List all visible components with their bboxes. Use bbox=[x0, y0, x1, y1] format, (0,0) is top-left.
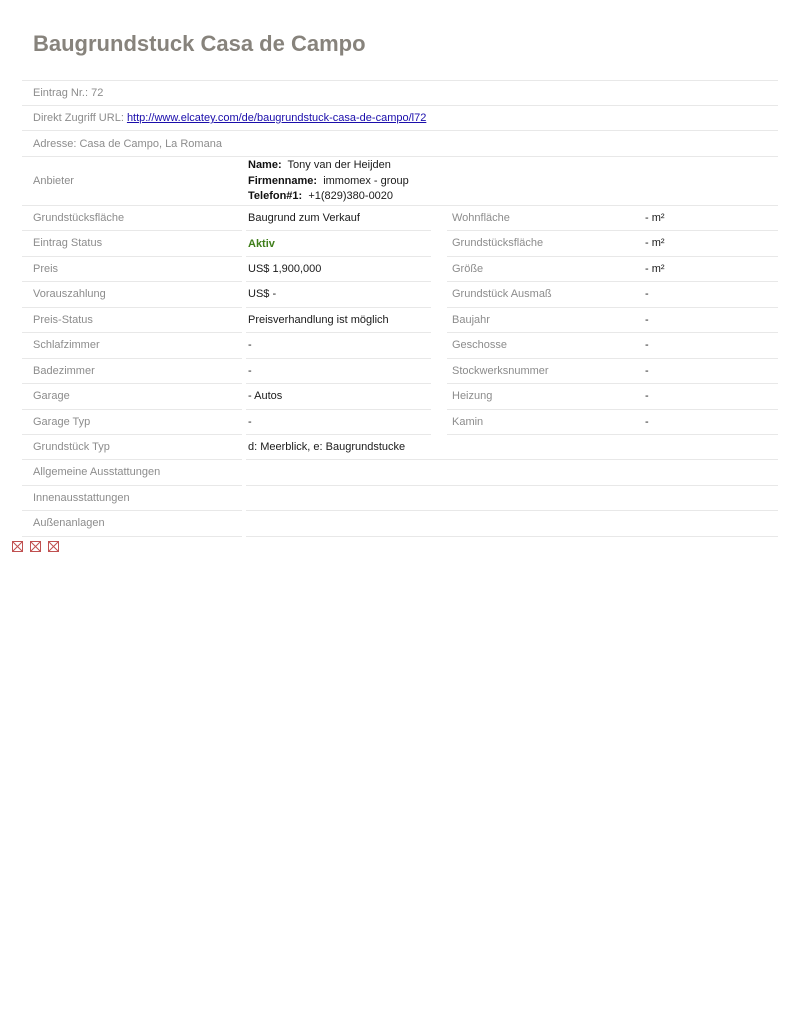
row-divider bbox=[22, 80, 778, 81]
detail-value: - m² bbox=[645, 237, 665, 249]
row-divider bbox=[22, 485, 242, 486]
entry-number: Eintrag Nr.: 72 bbox=[33, 87, 104, 99]
broken-image-icon[interactable] bbox=[12, 541, 23, 552]
row-divider bbox=[22, 383, 242, 384]
row-divider bbox=[22, 307, 242, 308]
detail-label: Geschosse bbox=[452, 339, 508, 351]
detail-value: - m² bbox=[645, 212, 665, 224]
detail-value: US$ 1,900,000 bbox=[248, 263, 322, 275]
row-divider bbox=[246, 459, 778, 460]
row-divider bbox=[447, 383, 778, 384]
provider-phone-line bbox=[248, 190, 393, 203]
detail-label: Kamin bbox=[452, 416, 484, 428]
provider-name-label: Name: bbox=[248, 159, 282, 171]
detail-label: Garage Typ bbox=[33, 416, 91, 428]
row-divider bbox=[22, 459, 242, 460]
provider-phone-value: +1(829)380-0020 bbox=[308, 190, 394, 202]
row-divider bbox=[246, 358, 431, 359]
broken-image-icon[interactable] bbox=[48, 541, 59, 552]
row-divider bbox=[22, 510, 242, 511]
row-divider bbox=[22, 256, 242, 257]
row-divider bbox=[246, 409, 431, 410]
row-divider bbox=[447, 307, 778, 308]
row-divider bbox=[246, 510, 778, 511]
provider-company-label: Firmenname: bbox=[248, 175, 318, 187]
extra-label: Allgemeine Ausstattungen bbox=[33, 466, 161, 478]
detail-label: Stockwerksnummer bbox=[452, 365, 549, 377]
extra-label: Innenausstattungen bbox=[33, 492, 130, 504]
row-divider bbox=[22, 536, 242, 537]
row-divider bbox=[246, 332, 431, 333]
row-divider bbox=[22, 205, 778, 206]
direct-url-link[interactable]: http://www.elcatey.com/de/baugrundstuck-casa-de-campo/l72 bbox=[126, 112, 427, 124]
provider-company-line bbox=[248, 175, 409, 188]
detail-value: - bbox=[645, 365, 649, 377]
status-badge: Aktiv bbox=[248, 238, 275, 250]
provider-phone-label: Telefon#1: bbox=[248, 190, 303, 202]
detail-label: Wohnfläche bbox=[452, 212, 510, 224]
address: Adresse: Casa de Campo, La Romana bbox=[33, 138, 222, 150]
row-divider bbox=[246, 485, 778, 486]
detail-label: Baujahr bbox=[452, 314, 490, 326]
detail-label: Grundstücksfläche bbox=[33, 212, 125, 224]
provider-label: Anbieter bbox=[33, 175, 74, 187]
row-divider bbox=[447, 230, 778, 231]
detail-label: Preis bbox=[33, 263, 59, 275]
extra-label: Grundstück Typ bbox=[33, 441, 110, 453]
extra-label: Außenanlagen bbox=[33, 517, 105, 529]
detail-label: Vorauszahlung bbox=[33, 288, 106, 300]
row-divider bbox=[22, 281, 242, 282]
detail-value: US$ - bbox=[248, 288, 277, 300]
page-title: Baugrundstuck Casa de Campo bbox=[33, 31, 366, 56]
detail-label: Badezimmer bbox=[33, 365, 95, 377]
detail-value: - Autos bbox=[248, 390, 283, 402]
detail-value: - m² bbox=[645, 263, 665, 275]
provider-name-line bbox=[248, 159, 391, 172]
row-divider bbox=[246, 230, 431, 231]
direct-url-row bbox=[33, 112, 426, 125]
row-divider bbox=[447, 256, 778, 257]
detail-label: Garage bbox=[33, 390, 70, 402]
row-divider bbox=[22, 156, 778, 157]
detail-value: Preisverhandlung ist möglich bbox=[248, 314, 389, 326]
row-divider bbox=[447, 358, 778, 359]
detail-value: - bbox=[645, 288, 649, 300]
row-divider bbox=[447, 409, 778, 410]
provider-company-value: immomex - group bbox=[323, 175, 409, 187]
detail-label: Preis-Status bbox=[33, 314, 93, 326]
extra-value: d: Meerblick, e: Baugrundstucke bbox=[248, 441, 406, 453]
row-divider bbox=[22, 358, 242, 359]
detail-label: Schlafzimmer bbox=[33, 339, 100, 351]
row-divider bbox=[246, 536, 778, 537]
row-divider bbox=[22, 230, 242, 231]
broken-image-icon[interactable] bbox=[30, 541, 41, 552]
row-divider bbox=[246, 434, 431, 435]
row-divider bbox=[22, 130, 778, 131]
detail-value: - bbox=[248, 416, 252, 428]
detail-value: - bbox=[645, 314, 649, 326]
detail-value: Baugrund zum Verkauf bbox=[248, 212, 360, 224]
detail-label: Größe bbox=[452, 263, 484, 275]
row-divider bbox=[246, 307, 431, 308]
detail-label: Heizung bbox=[452, 390, 493, 402]
row-divider bbox=[22, 434, 242, 435]
row-divider bbox=[22, 105, 778, 106]
row-divider bbox=[22, 332, 242, 333]
detail-value: - bbox=[248, 339, 252, 351]
detail-value: - bbox=[645, 390, 649, 402]
detail-label: Grundstück Ausmaß bbox=[452, 288, 552, 300]
detail-value: - bbox=[645, 339, 649, 351]
row-divider bbox=[246, 281, 431, 282]
detail-value: - bbox=[645, 416, 649, 428]
row-divider bbox=[246, 383, 431, 384]
detail-value: - bbox=[248, 365, 252, 377]
row-divider bbox=[22, 409, 242, 410]
detail-label: Grundstücksfläche bbox=[452, 237, 544, 249]
row-divider bbox=[447, 281, 778, 282]
row-divider bbox=[447, 434, 778, 435]
detail-label: Eintrag Status bbox=[33, 237, 103, 249]
direct-url-label: Direkt Zugriff URL: bbox=[33, 112, 124, 124]
provider-name-value: Tony van der Heijden bbox=[287, 159, 391, 171]
row-divider bbox=[447, 332, 778, 333]
row-divider bbox=[246, 256, 431, 257]
